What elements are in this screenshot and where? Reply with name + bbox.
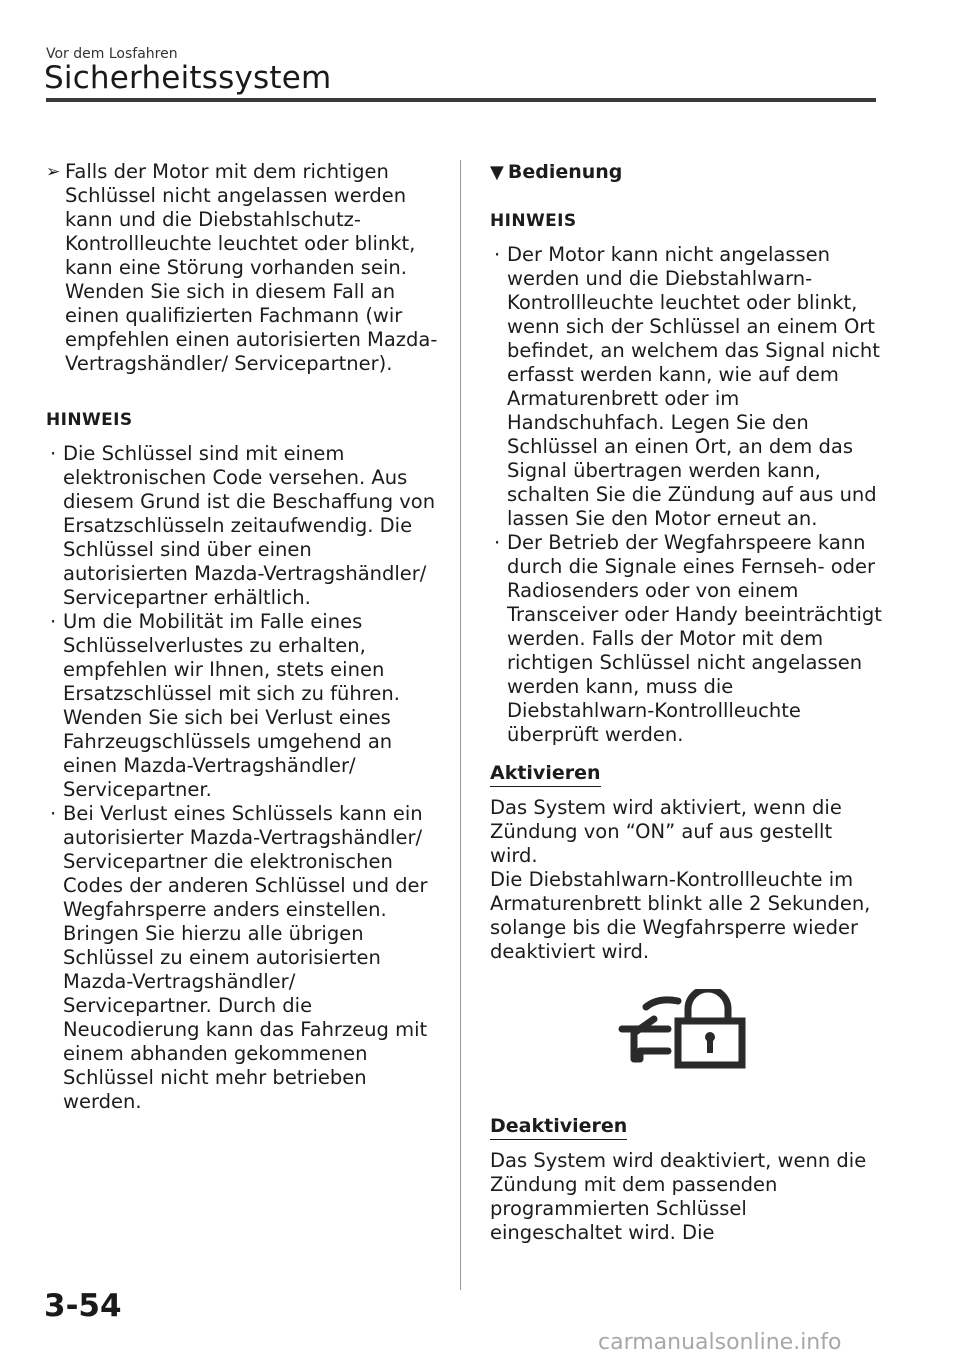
list-item: · Bei Verlust eines Schlüssels kann ein autorisierter Mazda-Vertragshändler/ Servicepartner die elektronischen Codes der anderen Schlüssel und der Wegfahrsperre anders einstellen. Bringen Sie hierzu alle übrigen Schlüssel zu einem autorisierten Mazda-Vertragshändler/ Servicepartner. Durch die Neucodierung kann das Fahrzeug mit einem abhanden gekommenen Schlüssel nicht mehr betrieben werden. bbox=[46, 802, 441, 1114]
activate-text-2: Die Diebstahlwarn-Kontrollleuchte im Armaturenbrett blinkt alle 2 Sekunden, solange bis die Wegfahrsperre wieder deaktiviert wird. bbox=[490, 868, 871, 963]
watermark: carmanualsonline.info bbox=[598, 1330, 842, 1355]
list-item: · Der Motor kann nicht angelassen werden und die Diebstahlwarn-Kontrollleuchte leuchtet oder blinkt, wenn sich der Schlüssel an einem Ort befindet, an welchem das Signal nicht erfasst werden kann, wie auf dem Armaturenbrett oder im Handschuhfach. Legen Sie den Schlüssel an einen Ort, an dem das Signal übertragen werden kann, schalten Sie die Zündung auf aus und lassen Sie den Motor erneut an. bbox=[490, 243, 885, 531]
list-item: · Die Schlüssel sind mit einem elektronischen Code versehen. Aus diesem Grund ist die Beschaffung von Ersatzschlüsseln zeitaufwendig. Die Schlüssel sind über einen autorisierten Mazda-Vertragshändler/ Servicepartner erhältlich. bbox=[46, 442, 441, 610]
arrow-item-text: Falls der Motor mit dem richtigen Schlüssel nicht angelassen werden kann und die Diebstahlschutz-Kontrollleuchte leuchtet oder blinkt, kann eine Störung vorhanden sein. Wenden Sie sich in diesem Fall an einen qualifizierten Fachmann (wir empfehlen einen autorisierten Mazda-Vertragshändler/ Servicepartner). bbox=[65, 160, 438, 375]
page-number: 3-54 bbox=[44, 1288, 122, 1324]
section-heading bbox=[490, 160, 885, 185]
left-column bbox=[46, 160, 441, 1114]
deactivate-heading: Deaktivieren bbox=[490, 1114, 627, 1140]
right-column bbox=[490, 160, 885, 1245]
list-item: · Der Betrieb der Wegfahrspeere kann durch die Signale eines Fernseh- oder Radiosenders oder von einem Transceiver oder Handy beeinträchtigt werden. Falls der Motor mit dem richtigen Schlüssel nicht angelassen werden kann, muss die Diebstahlwarn-Kontrollleuchte überprüft werden. bbox=[490, 531, 885, 747]
header-subtitle: Vor dem Losfahren bbox=[46, 46, 178, 62]
header-rule bbox=[46, 98, 876, 102]
section-title: Bedienung bbox=[507, 161, 623, 183]
arrow-item bbox=[46, 160, 441, 376]
arrow-marker-icon: ➢ bbox=[46, 162, 61, 182]
deactivate-text: Das System wird deaktiviert, wenn die Zündung mit dem passenden programmierten Schlüssel eingeschaltet wird. Die bbox=[490, 1149, 867, 1244]
triangle-down-icon: ▼ bbox=[490, 162, 504, 183]
activate-text: Das System wird aktiviert, wenn die Zündung von “ON” auf aus gestellt wird. bbox=[490, 796, 842, 867]
page-title: Sicherheitssystem bbox=[44, 60, 332, 96]
note-list bbox=[46, 442, 441, 1114]
note-heading: HINWEIS bbox=[46, 410, 133, 430]
note-list bbox=[490, 243, 885, 747]
immobilizer-warning-icon bbox=[618, 989, 748, 1069]
icon-figure bbox=[490, 964, 885, 1114]
column-divider bbox=[460, 160, 461, 1290]
activate-heading: Aktivieren bbox=[490, 761, 601, 787]
note-heading: HINWEIS bbox=[490, 211, 577, 231]
list-item: · Um die Mobilität im Falle eines Schlüsselverlustes zu erhalten, empfehlen wir Ihnen, stets einen Ersatzschlüssel mit sich zu führen. Wenden Sie sich bei Verlust eines Fahrzeugschlüssels umgehend an einen Mazda-Vertragshändler/ Servicepartner. bbox=[46, 610, 441, 802]
